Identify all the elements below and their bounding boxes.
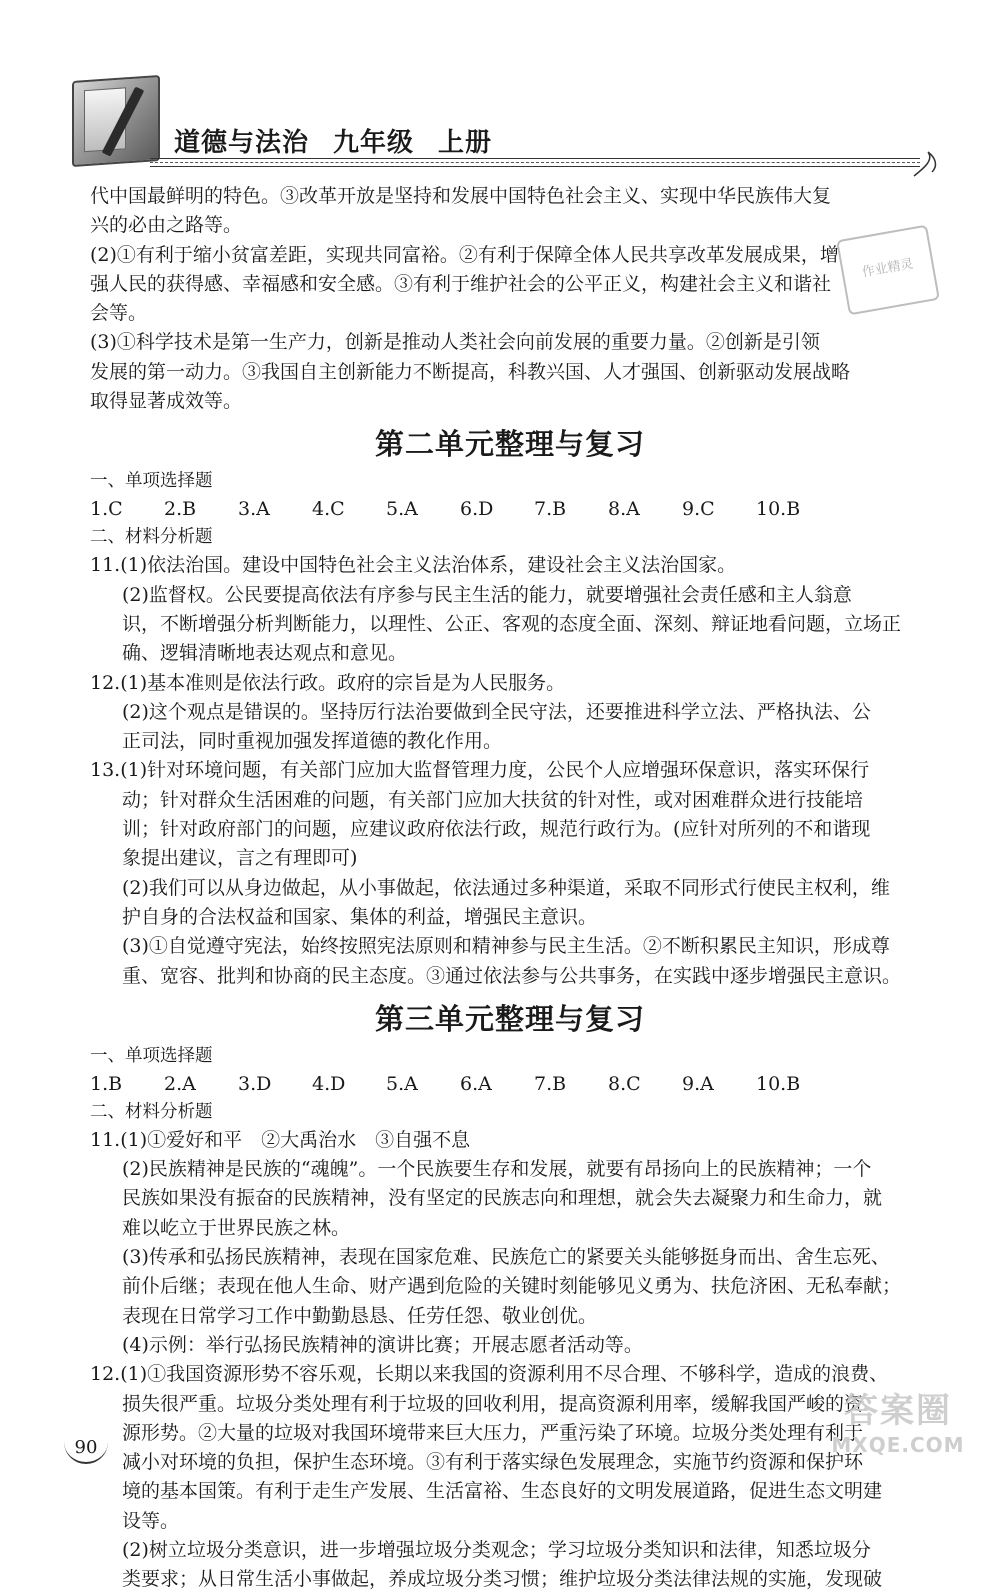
header-rule xyxy=(60,158,940,170)
watermark-sub: MXQE.COM xyxy=(831,1433,965,1457)
answer-item: 1.B xyxy=(90,1072,123,1095)
answer-item: 2.B xyxy=(164,498,197,521)
header-title xyxy=(174,122,516,159)
answer-item: 4.D xyxy=(312,1072,346,1095)
answer-item: 9.A xyxy=(682,1072,714,1095)
intro-line: (3)①科学技术是第一生产力，创新是推动人类社会向前发展的重要力量。②创新是引领 xyxy=(90,331,820,354)
curl-ornament-icon xyxy=(910,150,940,180)
unit2-answer-row xyxy=(90,495,930,524)
unit3-analysis-heading: 二、材料分析题 xyxy=(90,1101,213,1122)
answer-item: 3.A xyxy=(238,498,270,521)
unit3-analysis xyxy=(90,1126,930,1595)
volume-label: 上册 xyxy=(438,128,493,158)
analysis-line: 11.(1)依法治国。建设中国特色社会主义法治体系，建设社会主义法治国家。 xyxy=(90,554,737,577)
analysis-line: 识，不断增强分析判断能力，以理性、公正、客观的态度全面、深刻、辩证地看问题，立场正 xyxy=(122,612,902,635)
stamp-mark: 作业精灵 xyxy=(836,225,940,316)
intro-section xyxy=(90,182,930,416)
book-logo-icon xyxy=(72,75,160,167)
intro-line: (2)①有利于缩小贫富差距，实现共同富裕。②有利于保障全体人民共享改革发展成果，增 xyxy=(90,243,839,266)
analysis-line: 12.(1)基本准则是依法行政。政府的宗旨是为人民服务。 xyxy=(90,671,566,694)
intro-line: 取得显著成效等。 xyxy=(90,390,243,413)
unit3-title: 第三单元整理与复习 xyxy=(374,1001,645,1036)
analysis-line: 训；针对政府部门的问题，应建议政府依法行政，规范行政行为。(应针对所列的不和谐现 xyxy=(122,818,871,841)
answer-item: 7.B xyxy=(534,498,567,521)
subject-label: 道德与法治 xyxy=(174,128,310,158)
unit2-analysis-heading: 二、材料分析题 xyxy=(90,527,213,548)
grade-label: 九年级 xyxy=(333,128,415,158)
answer-item: 1.C xyxy=(90,498,123,521)
analysis-line: 象提出建议，言之有理即可) xyxy=(122,847,358,870)
analysis-line: 设等。 xyxy=(122,1509,180,1532)
analysis-line: 护自身的合法权益和国家、集体的利益，增强民主意识。 xyxy=(122,905,598,928)
analysis-line: (2)这个观点是错误的。坚持厉行法治要做到全民守法，还要推进科学立法、严格执法、公 xyxy=(122,700,871,723)
answer-item: 10.B xyxy=(756,498,801,521)
analysis-line: 正司法，同时重视加强发挥道德的教化作用。 xyxy=(122,730,503,753)
answer-item: 6.D xyxy=(460,498,494,521)
analysis-line: 前仆后继；表现在他人生命、财产遇到危险的关键时刻能够见义勇为、扶危济困、无私奉献； xyxy=(122,1275,902,1298)
intro-line: 代中国最鲜明的特色。③改革开放是坚持和发展中国特色社会主义、实现中华民族伟大复 xyxy=(90,185,832,207)
analysis-line: 类要求；从日常生活小事做起，养成垃圾分类习惯；维护垃圾分类法律法规的实施，发现破 xyxy=(122,1568,883,1591)
analysis-line: (2)民族精神是民族的“魂魄”。一个民族要生存和发展，就要有昂扬向上的民族精神；一个 xyxy=(122,1158,872,1181)
unit2-mc-heading: 一、单项选择题 xyxy=(90,471,213,492)
answer-item: 6.A xyxy=(460,1072,492,1095)
analysis-line: 动；针对群众生活困难的问题，有关部门应加大扶贫的针对性，或对困难群众进行技能培 xyxy=(122,788,864,811)
unit3-answer-row xyxy=(90,1070,930,1099)
page-content xyxy=(90,182,930,1595)
page-header xyxy=(60,78,940,178)
answer-item: 2.A xyxy=(164,1072,196,1095)
answer-item: 7.B xyxy=(534,1072,567,1095)
analysis-line: (2)树立垃圾分类意识，进一步增强垃圾分类观念；学习垃圾分类知识和法律，知悉垃圾分 xyxy=(122,1538,871,1561)
unit3-mc-heading: 一、单项选择题 xyxy=(90,1045,213,1066)
intro-line: 兴的必由之路等。 xyxy=(90,214,243,237)
analysis-line: 确、逻辑清晰地表达观点和意见。 xyxy=(122,642,408,665)
analysis-line: 重、宽容、批判和协商的民主态度。③通过依法参与公共事务，在实践中逐步增强民主意识。 xyxy=(122,964,902,987)
analysis-line: 减小对环境的负担，保护生态环境。③有利于落实绿色发展理念，实施节约资源和保护环 xyxy=(122,1451,864,1474)
unit2-analysis xyxy=(90,551,930,990)
analysis-line: 13.(1)针对环境问题，有关部门应加大监督管理力度，公民个人应增强环保意识，落实环保行 xyxy=(90,759,870,782)
analysis-line: 11.(1)①爱好和平 ②大禹治水 ③自强不息 xyxy=(90,1128,471,1151)
analysis-line: 难以屹立于世界民族之林。 xyxy=(122,1216,351,1239)
answer-item: 8.A xyxy=(608,498,640,521)
answer-item: 3.D xyxy=(238,1072,272,1095)
watermark-main: 答案圈 xyxy=(844,1391,952,1431)
intro-line: 强人民的获得感、幸福感和安全感。③有利于维护社会的公平正义，构建社会主义和谐社 xyxy=(90,272,832,295)
answer-item: 10.B xyxy=(756,1072,801,1095)
analysis-line: 境的基本国策。有利于走生产发展、生活富裕、生态良好的文明发展道路，促进生态文明建 xyxy=(122,1480,883,1503)
analysis-line: 源形势。②大量的垃圾对我国环境带来巨大压力，严重污染了环境。垃圾分类处理有利于 xyxy=(122,1421,864,1444)
analysis-line: 损失很严重。垃圾分类处理有利于垃圾的回收利用，提高资源利用率，缓解我国严峻的资 xyxy=(122,1392,864,1415)
answer-item: 5.A xyxy=(386,1072,418,1095)
watermark-logo xyxy=(808,1388,988,1468)
unit2-title: 第二单元整理与复习 xyxy=(374,427,645,462)
analysis-line: 12.(1)①我国资源形势不容乐观，长期以来我国的资源利用不尽合理、不够科学，造成的浪费、 xyxy=(90,1363,889,1386)
analysis-line: (4)示例：举行弘扬民族精神的演讲比赛；开展志愿者活动等。 xyxy=(122,1333,643,1356)
intro-line: 发展的第一动力。③我国自主创新能力不断提高，科教兴国、人才强国、创新驱动发展战略 xyxy=(90,360,851,383)
answer-item: 9.C xyxy=(682,498,715,521)
analysis-line: (2)我们可以从身边做起，从小事做起，依法通过多种渠道，采取不同形式行使民主权利，维 xyxy=(122,876,890,899)
answer-item: 8.C xyxy=(608,1072,641,1095)
answer-item: 4.C xyxy=(312,498,345,521)
page-number: 90 xyxy=(64,1436,108,1464)
answer-item: 5.A xyxy=(386,498,418,521)
analysis-line: (2)监督权。公民要提高依法有序参与民主生活的能力，就要增强社会责任感和主人翁意 xyxy=(122,583,852,606)
analysis-line: 民族如果没有振奋的民族精神，没有坚定的民族志向和理想，就会失去凝聚力和生命力，就 xyxy=(122,1187,883,1210)
analysis-line: (3)①自觉遵守宪法，始终按照宪法原则和精神参与民主生活。②不断积累民主知识，形成尊 xyxy=(122,935,890,958)
analysis-line: 表现在日常学习工作中勤勤恳恳、任劳任怨、敬业创优。 xyxy=(122,1304,598,1327)
analysis-line: (3)传承和弘扬民族精神，表现在国家危难、民族危亡的紧要关头能够挺身而出、舍生忘死、 xyxy=(122,1246,890,1269)
intro-line: 会等。 xyxy=(90,302,148,325)
